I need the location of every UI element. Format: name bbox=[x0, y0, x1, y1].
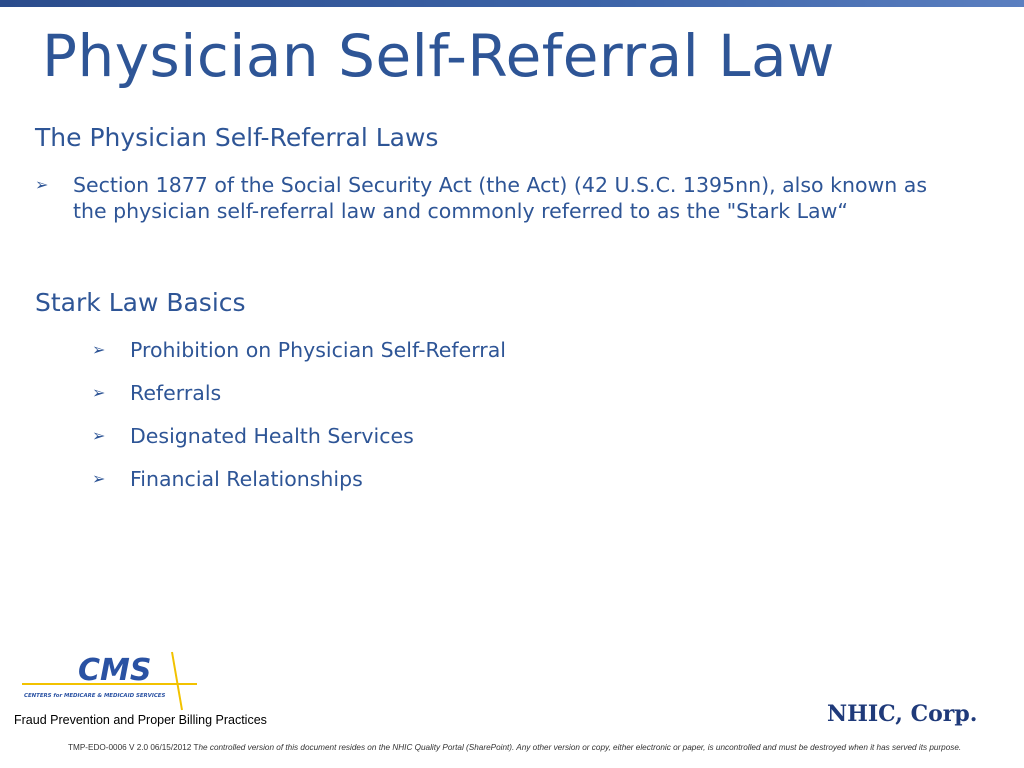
bullet-text: Designated Health Services bbox=[130, 424, 414, 448]
doc-notice: he controlled version of this document resides on the NHIC Quality Portal (SharePoint). Any other version or copy, either electronic or paper, is uncontrolled and must be destroyed when it has served its purpose. bbox=[198, 743, 962, 752]
arrow-bullet-icon: ➢ bbox=[35, 175, 49, 194]
bullet-item bbox=[92, 423, 414, 449]
top-accent-bar bbox=[0, 0, 1024, 7]
section-heading-basics: Stark Law Basics bbox=[35, 288, 246, 317]
svg-text:CENTERS for MEDICARE & MEDICAI: CENTERS for MEDICARE & MEDICAID SERVICES bbox=[24, 693, 166, 699]
bullet-section-1877 bbox=[35, 172, 943, 224]
bullet-text: Referrals bbox=[130, 381, 222, 405]
bullet-item bbox=[92, 466, 363, 492]
doc-id: TMP-EDO-0006 V 2.0 06/15/2012 T bbox=[68, 743, 199, 752]
document-control-footer bbox=[22, 741, 972, 755]
bullet-text: Section 1877 of the Social Security Act (the Act) (42 U.S.C. 1395nn), also known as the physician self-referral law and commonly referred to as the "Stark Law“ bbox=[73, 173, 928, 223]
arrow-bullet-icon: ➢ bbox=[92, 426, 106, 445]
arrow-bullet-icon: ➢ bbox=[92, 340, 106, 359]
bullet-text: Financial Relationships bbox=[130, 467, 363, 491]
arrow-bullet-icon: ➢ bbox=[92, 469, 106, 488]
cms-logo bbox=[22, 650, 197, 712]
section-heading-laws: The Physician Self-Referral Laws bbox=[35, 123, 439, 152]
svg-text:CMS: CMS bbox=[78, 653, 152, 688]
bullet-text: Prohibition on Physician Self-Referral bbox=[130, 338, 506, 362]
slide-title: Physician Self-Referral Law bbox=[42, 22, 835, 90]
footer-caption: Fraud Prevention and Proper Billing Practices bbox=[14, 713, 267, 727]
arrow-bullet-icon: ➢ bbox=[92, 383, 106, 402]
bullet-item bbox=[92, 380, 221, 406]
bullet-item bbox=[92, 337, 506, 363]
nhic-logo: NHIC, Corp. bbox=[827, 701, 978, 727]
